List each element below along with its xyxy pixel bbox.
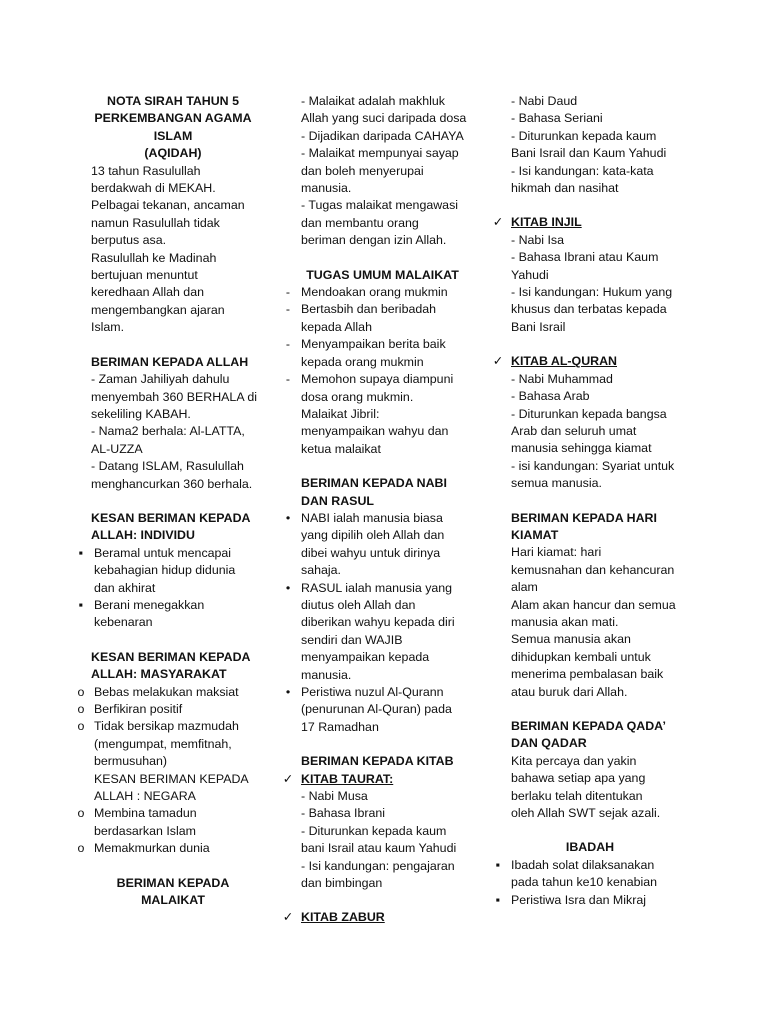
heading-qada-qadar: BERIMAN KEPADA QADA’ DAN QADAR bbox=[511, 719, 666, 751]
square-bullet-icon: ▪ bbox=[78, 545, 84, 560]
check-icon: ✓ bbox=[282, 910, 294, 925]
heading-beriman-allah: BERIMAN KEPADA ALLAH bbox=[91, 354, 249, 369]
document-title: NOTA SIRAH TAHUN 5 PERKEMBANGAN AGAMA ISLAM (AQIDAH) bbox=[94, 94, 252, 161]
kitab-zabur-title: KITAB ZABUR bbox=[301, 910, 385, 925]
list-item: - Memohon supaya diampuni dosa orang mukmin. Malaikat Jibril: menyampaikan wahyu dan ketua malaikat bbox=[280, 371, 485, 458]
heading-beriman-kitab: BERIMAN KEPADA KITAB bbox=[301, 754, 454, 769]
list-tugas-malaikat bbox=[280, 284, 485, 458]
kitab-taurat: ✓ KITAB TAURAT: - Nabi Musa - Bahasa Ibrani - Diturunkan kepada kaum bani Israil atau kaum Yahudi - Isi kandungan: pengajaran dan bimbingan bbox=[280, 771, 485, 893]
list-kesan-individu bbox=[73, 545, 273, 632]
circle-bullet-icon: o bbox=[77, 806, 85, 821]
list-item: - Bertasbih dan beribadah kepada Allah bbox=[280, 301, 485, 336]
check-icon: ✓ bbox=[492, 215, 504, 230]
check-icon: ✓ bbox=[492, 354, 504, 369]
list-item: - Mendoakan orang mukmin bbox=[280, 284, 485, 301]
circle-bullet-icon: o bbox=[77, 684, 85, 699]
column-1 bbox=[73, 93, 273, 909]
list-item: ▪ Peristiwa Isra dan Mikraj bbox=[490, 892, 690, 909]
list-kesan-masyarakat bbox=[73, 684, 273, 858]
list-ibadah bbox=[490, 857, 690, 909]
list-item: • NABI ialah manusia biasa yang dipilih oleh Allah dan dibei wahyu untuk dirinya sahaja. bbox=[280, 510, 485, 580]
malaikat-text: - Malaikat adalah makhluk Allah yang suci daripada dosa - Dijadikan daripada CAHAYA - Malaikat mempunyai sayap dan boleh menyerupai manusia. - Tugas malaikat mengawasi dan membantu orang beriman dengan izin Allah. bbox=[301, 94, 467, 248]
kitab-al-quran: ✓ KITAB AL-QURAN - Nabi Muhammad - Bahasa Arab - Diturunkan kepada bangsa Arab dan seluruh umat manusia sehingga kiamat - isi kandungan: Syariat untuk semua manusia. bbox=[490, 353, 690, 492]
beriman-allah-text: - Zaman Jahiliyah dahulu menyembah 360 BERHALA di sekeliling KABAH. - Nama2 berhala: Al-LATTA, AL-UZZA - Datang ISLAM, Rasulullah menghancurkan 360 berhala. bbox=[91, 372, 257, 491]
bullet-icon: • bbox=[285, 580, 291, 595]
list-item: o Memakmurkan dunia bbox=[73, 840, 273, 857]
kitab-al-quran-title: KITAB AL-QURAN bbox=[511, 354, 617, 369]
hari-kiamat-text: Hari kiamat: hari kemusnahan dan kehancuran alam Alam akan hancur dan semua manusia akan mati. Semua manusia akan dihidupkan kembali untuk menerima pembalasan baik atau buruk dari Allah. bbox=[511, 545, 676, 699]
square-bullet-icon: ▪ bbox=[495, 892, 501, 907]
dash-bullet-icon: - bbox=[285, 302, 291, 317]
heading-beriman-malaikat: BERIMAN KEPADA MALAIKAT bbox=[116, 875, 230, 908]
heading-nabi-rasul: BERIMAN KEPADA NABI DAN RASUL bbox=[301, 476, 447, 508]
list-item: ▪ Beramal untuk mencapai kebahagian hidup didunia dan akhirat bbox=[73, 545, 273, 597]
heading-ibadah: IBADAH bbox=[565, 840, 615, 855]
column-3 bbox=[490, 93, 690, 909]
heading-tugas-malaikat: TUGAS UMUM MALAIKAT bbox=[306, 267, 459, 282]
square-bullet-icon: ▪ bbox=[495, 857, 501, 872]
circle-bullet-icon: o bbox=[77, 841, 85, 856]
bullet-icon: • bbox=[285, 510, 291, 525]
kitab-injil-title: KITAB INJIL bbox=[511, 215, 582, 230]
heading-kesan-individu: KESAN BERIMAN KEPADA ALLAH: INDIVIDU bbox=[91, 510, 251, 543]
list-item: - Menyampaikan berita baik kepada orang mukmin bbox=[280, 336, 485, 371]
heading-kesan-masyarakat: KESAN BERIMAN KEPADA ALLAH: MASYARAKAT bbox=[91, 649, 251, 682]
list-item: ▪ Berani menegakkan kebenaran bbox=[73, 597, 273, 632]
kitab-injil: ✓ KITAB INJIL - Nabi Isa - Bahasa Ibrani atau Kaum Yahudi - Isi kandungan: Hukum yang khusus dan terbatas kepada Bani Israil bbox=[490, 214, 690, 336]
list-item: ▪ Ibadah solat dilaksanakan pada tahun ke10 kenabian bbox=[490, 857, 690, 892]
heading-hari-kiamat: BERIMAN KEPADA HARI KIAMAT bbox=[511, 510, 657, 542]
intro-paragraph: 13 tahun Rasulullah berdakwah di MEKAH. Pelbagai tekanan, ancaman namun Rasulullah tidak berputus asa. Rasulullah ke Madinah bertujuan menuntut keredhaan Allah dan mengembangkan ajaran Islam. bbox=[91, 163, 245, 335]
list-item: o Berfikiran positif bbox=[73, 701, 273, 718]
square-bullet-icon: ▪ bbox=[78, 597, 84, 612]
kitab-zabur bbox=[280, 909, 485, 926]
circle-bullet-icon: o bbox=[77, 719, 85, 734]
list-item: • Peristiwa nuzul Al-Qurann (penurunan Al-Quran) pada 17 Ramadhan bbox=[280, 684, 485, 736]
kitab-taurat-title: KITAB TAURAT: bbox=[301, 771, 394, 786]
list-item: o Tidak bersikap mazmudah (mengumpat, memfitnah, bermusuhan) KESAN BERIMAN KEPADA ALLAH : NEGARA bbox=[73, 718, 273, 805]
bullet-icon: • bbox=[285, 685, 291, 699]
list-item: o Membina tamadun berdasarkan Islam bbox=[73, 805, 273, 840]
list-nabi-rasul bbox=[280, 510, 485, 736]
column-2 bbox=[280, 93, 485, 927]
dash-bullet-icon: - bbox=[285, 337, 291, 352]
kitab-zabur-details: - Nabi Daud - Bahasa Seriani - Diturunkan kepada kaum Bani Israil dan Kaum Yahudi - Isi kandungan: kata-kata hikmah dan nasihat bbox=[511, 94, 667, 196]
check-icon: ✓ bbox=[282, 771, 294, 786]
dash-bullet-icon: - bbox=[285, 285, 291, 300]
list-item: o Bebas melakukan maksiat bbox=[73, 684, 273, 701]
qada-qadar-text: Kita percaya dan yakin bahawa setiap apa yang berlaku telah ditentukan oleh Allah SWT sejak azali. bbox=[511, 753, 661, 821]
list-item: • RASUL ialah manusia yang diutus oleh Allah dan diberikan wahyu kepada diri sendiri dan WAJIB menyampaikan kepada manusia. bbox=[280, 580, 485, 684]
dash-bullet-icon: - bbox=[285, 372, 291, 387]
circle-bullet-icon: o bbox=[77, 702, 85, 716]
